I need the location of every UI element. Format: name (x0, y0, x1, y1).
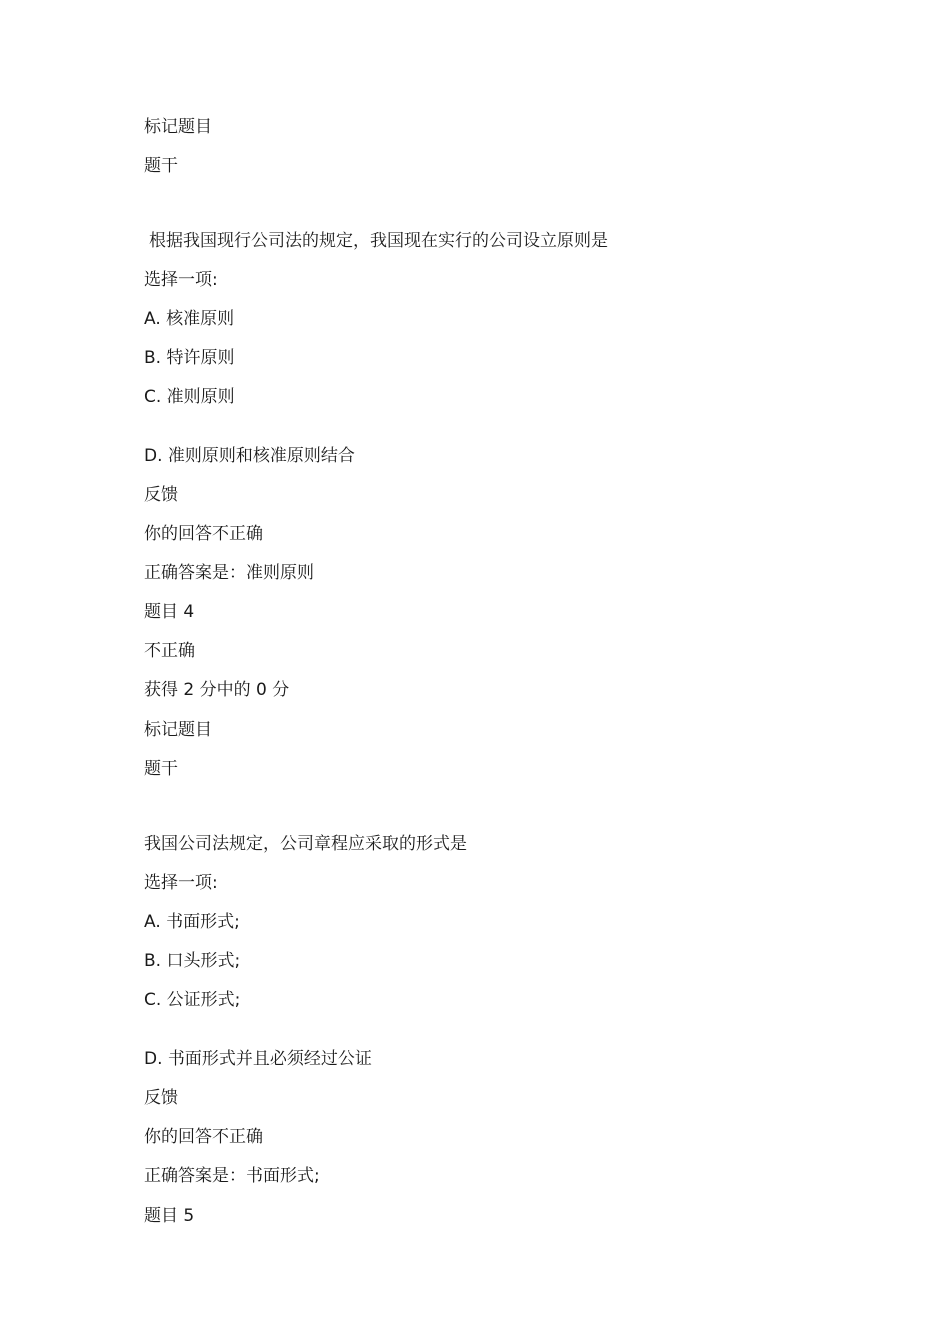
question-stem-label: 题干 (144, 759, 178, 779)
option-a: A. 书面形式; (144, 912, 240, 932)
answer-incorrect-text: 你的回答不正确 (144, 1127, 263, 1147)
answer-incorrect-text: 你的回答不正确 (144, 524, 263, 544)
question-text: 我国公司法规定，公司章程应采取的形式是 (144, 834, 467, 854)
option-b: B. 特许原则 (144, 348, 235, 368)
question-number: 题目 4 (144, 602, 195, 622)
option-b: B. 口头形式; (144, 951, 241, 971)
correct-answer-text: 正确答案是：准则原则 (144, 563, 314, 583)
question-number: 题目 5 (144, 1206, 195, 1226)
correct-answer-text: 正确答案是：书面形式; (144, 1166, 320, 1186)
option-c: C. 公证形式; (144, 990, 241, 1010)
choose-one-label: 选择一项: (144, 270, 218, 290)
status-incorrect: 不正确 (144, 641, 195, 661)
feedback-label: 反馈 (144, 1088, 178, 1108)
option-d: D. 书面形式并且必须经过公证 (144, 1049, 372, 1069)
score-text: 获得 2 分中的 0 分 (144, 680, 290, 700)
option-d: D. 准则原则和核准原则结合 (144, 446, 355, 466)
question-stem-label: 题干 (144, 156, 178, 176)
choose-one-label: 选择一项: (144, 873, 218, 893)
flag-question-label: 标记题目 (144, 117, 212, 137)
question-text: 根据我国现行公司法的规定，我国现在实行的公司设立原则是 (149, 231, 608, 251)
option-c: C. 准则原则 (144, 387, 235, 407)
flag-question-label: 标记题目 (144, 720, 212, 740)
feedback-label: 反馈 (144, 485, 178, 505)
option-a: A. 核准原则 (144, 309, 235, 329)
